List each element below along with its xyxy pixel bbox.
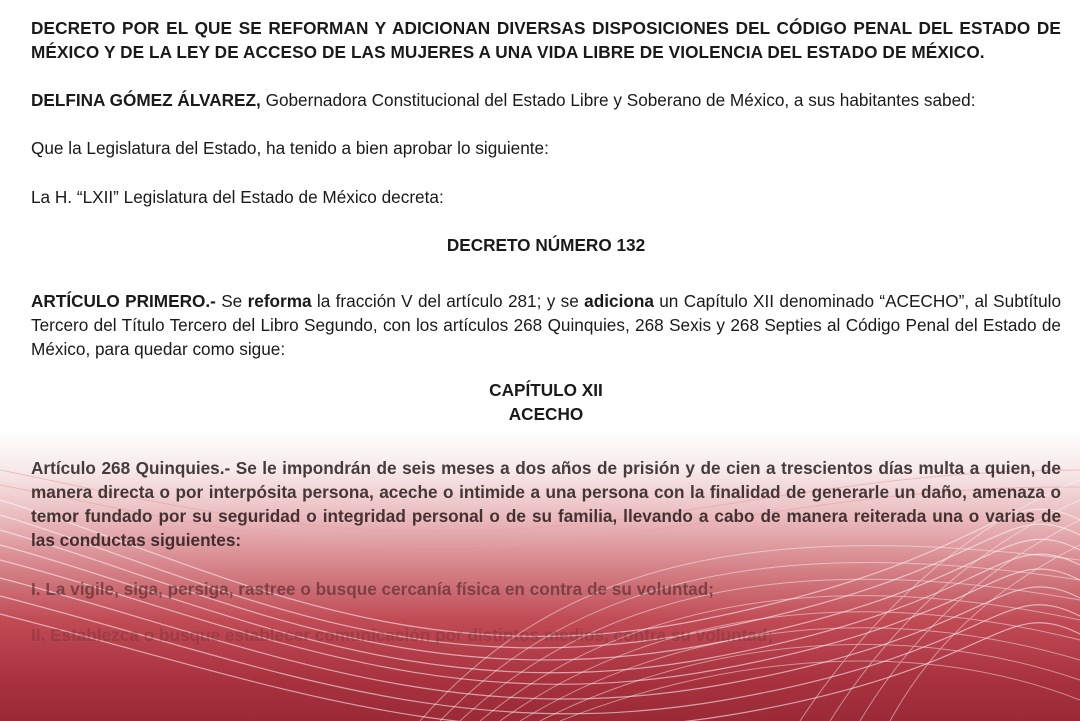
article-first-text-1: Se [215,291,248,311]
article-first-text-2: la fracción V del artículo 281; y se [311,291,585,311]
article-268-quinquies: Artículo 268 Quinquies.- Se le impondrán de seis meses a dos años de prisión y de cien a trescientos días multa a quien, de manera directa o por interpósita persona, aceche o intimide a una persona con la finalidad de generarle un daño, amenaza o temor fundado por su seguridad o integridad personal o de su familia, llevando a cabo de manera reiterada una o varias de las conductas siguientes: [31,458,1061,550]
decree-number: DECRETO NÚMERO 132 [446,235,646,255]
article-first-label: ARTÍCULO PRIMERO.- [31,291,216,311]
decree-title: DECRETO POR EL QUE SE REFORMAN Y ADICIONAN DIVERSAS DISPOSICIONES DEL CÓDIGO PENAL DEL ESTADO DE MÉXICO Y DE LA LEY DE ACCESO DE LAS MUJERES A UNA VIDA LIBRE DE VIOLENCIA DEL ESTADO DE MÉXICO. [31,18,1061,62]
chapter-heading: CAPÍTULO XII [489,380,603,400]
fraction-i: I. La vigile, siga, persiga, rastree o busque cercanía física en contra de su voluntad; [31,579,714,599]
intro-paragraph [31,88,1061,112]
adiciona-word: adiciona [584,291,654,311]
article-first-paragraph [31,289,1061,361]
article-first-text-3: un Capítulo XII denominado “ACECHO”, al Subtítulo Tercero del Título Tercero del Libro Segundo, con los artículos 268 Quinquies, 268 Sexis y 268 Septies al Código Penal del Estado de México, para quedar como sigue: [31,291,1062,359]
legislatura-line: Que la Legislatura del Estado, ha tenido a bien aprobar lo siguiente: [31,138,549,158]
intro-text: Gobernadora Constitucional del Estado Libre y Soberano de México, a sus habitantes sabed: [260,90,976,110]
document-body [31,16,1061,647]
governor-name: DELFINA GÓMEZ ÁLVAREZ, [31,90,261,110]
reforma-word: reforma [247,291,312,311]
decreta-line: La H. “LXII” Legislatura del Estado de México decreta: [31,187,444,207]
fraction-ii: II. Establezca o busque establecer comunicación por distintos medios, contra su voluntad; [31,625,774,645]
chapter-name: ACECHO [508,404,584,424]
